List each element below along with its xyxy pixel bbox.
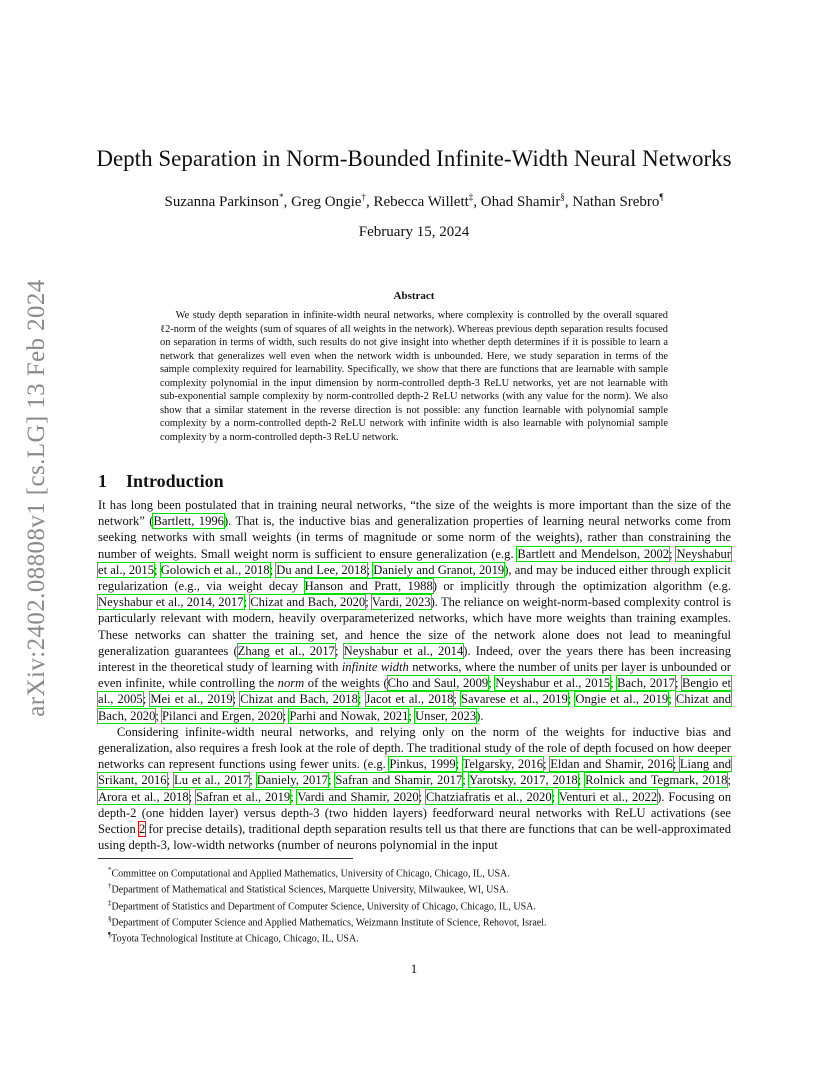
- footnote: [108, 864, 547, 880]
- section-reference-link[interactable]: 2: [138, 822, 146, 837]
- author-name: Greg Ongie: [291, 194, 362, 210]
- citation-link[interactable]: Rolnick and Tegmark, 2018: [585, 773, 728, 788]
- emphasis: infinite width: [341, 660, 409, 675]
- citation-link[interactable]: Vardi, 2023: [371, 595, 431, 610]
- citation-link[interactable]: Neyshabur et al., 2014, 2017: [98, 595, 244, 610]
- citation-link[interactable]: Chatziafratis et al., 2020: [426, 789, 552, 804]
- citation-link[interactable]: Telgarsky, 2016: [462, 757, 544, 772]
- citation-link[interactable]: Cho and Saul, 2009: [387, 676, 489, 691]
- citation-link[interactable]: Arora et al., 2018: [98, 789, 189, 804]
- citation-link[interactable]: Vardi and Shamir, 2020: [297, 789, 419, 804]
- citation-link[interactable]: Pilanci and Ergen, 2020: [162, 708, 283, 723]
- author-footnote-mark[interactable]: §: [560, 192, 565, 202]
- footnote-text: Department of Mathematical and Statistical Sciences, Marquette University, Milwaukee, WI, USA.: [111, 884, 509, 896]
- citation-link[interactable]: Eldan and Shamir, 2016: [550, 757, 673, 772]
- footnote: [108, 929, 547, 945]
- citation-link[interactable]: Bach, 2017: [617, 676, 675, 691]
- author-list: Suzanna Parkinson*, Greg Ongie†, Rebecca Willett‡, Ohad Shamir§, Nathan Srebro¶: [164, 192, 664, 210]
- footnote-text: Department of Computer Science and Applied Mathematics, Weizmann Institute of Science, Rehovot, Israel.: [111, 917, 547, 929]
- footnote-mark: ¶: [108, 931, 112, 940]
- author-name: Suzanna Parkinson: [164, 194, 280, 210]
- author-footnote-mark[interactable]: *: [279, 192, 284, 202]
- footnote-mark: ‡: [108, 898, 112, 907]
- citation-link[interactable]: Neyshabur et al., 2015: [98, 546, 731, 577]
- citation-link[interactable]: Bengio et al., 2005: [98, 676, 731, 707]
- emphasis: norm: [277, 676, 305, 691]
- footnote-divider: [98, 858, 353, 859]
- author-footnote-mark[interactable]: ‡: [468, 192, 474, 202]
- citation-link[interactable]: Savarese et al., 2019: [461, 692, 568, 707]
- paper-date: February 15, 2024: [358, 224, 470, 240]
- footnote: [108, 880, 547, 896]
- footnotes: [108, 864, 547, 946]
- citation-link[interactable]: Chizat and Bach, 2020: [98, 692, 732, 723]
- citation-link[interactable]: Neyshabur et al., 2015: [495, 676, 611, 691]
- author-name: Ohad Shamir: [480, 194, 561, 210]
- citation-link[interactable]: Chizat and Bach, 2020: [250, 595, 366, 610]
- citation-link[interactable]: Venturi et al., 2022: [558, 789, 658, 804]
- author-footnote-mark[interactable]: †: [361, 192, 366, 202]
- footnote-text: Committee on Computational and Applied Mathematics, University of Chicago, Chicago, IL, USA.: [111, 868, 510, 880]
- footnote-mark: †: [108, 882, 112, 891]
- citation-link[interactable]: Yarotsky, 2017, 2018: [469, 773, 578, 788]
- citation-link[interactable]: Daniely, 2017: [256, 773, 328, 788]
- citation-link[interactable]: Parhi and Nowak, 2021: [289, 708, 409, 723]
- body-text: [98, 497, 731, 853]
- author-footnote-mark[interactable]: ¶: [659, 192, 664, 202]
- citation-link[interactable]: Bartlett, 1996: [153, 514, 224, 529]
- citation-link[interactable]: Bartlett and Mendelson, 2002: [517, 546, 670, 561]
- paragraph: It has long been postulated that in training neural networks, “the size of the weights is more important than the size of the network” (Bartlett, 1996). That is, the inductive bias and generalization properties of learning neural networks come from seeking networks with small weights (in terms of magnitude or some norm of the weights), rather than constraining the number of weights. Small weight norm is sufficient to ensure generalization (e.g. Bartlett and Mendelson, 2002; Neyshabur et al., 2015; Golowich et al., 2018; Du and Lee, 2018; Daniely and Granot, 2019), and may be induced either through explicit regularization (e.g., via weight decay Hanson and Pratt, 1988) or implicitly through the optimization algorithm (e.g. Neyshabur et al., 2014, 2017; Chizat and Bach, 2020; Vardi, 2023). The reliance on weight-norm-based complexity control is particularly relevant with modern, heavily overparameterized networks, which have more weights than training examples. These networks can shatter the training set, and hence the size of the network alone does not lead to meaningful generalization guarantees (Zhang et al., 2017; Neyshabur et al., 2014). Indeed, over the years there has been increasing interest in the theoretical study of learning with infinite width networks, where the number of units per layer is unbounded or even infinite, while controlling the norm of the weights (Cho and Saul, 2009; Neyshabur et al., 2015; Bach, 2017; Bengio et al., 2005; Mei et al., 2019; Chizat and Bach, 2018; Jacot et al., 2018; Savarese et al., 2019; Ongie et al., 2019; Chizat and Bach, 2020; Pilanci and Ergen, 2020; Parhi and Nowak, 2021; Unser, 2023).: [98, 498, 732, 723]
- abstract-text: We study depth separation in infinite-width neural networks, where complexity is controlled by the overall squared ℓ2-norm of the weights (sum of squares of all weights in the network). Whereas previous depth separation results focused on separation in terms of width, such results do not give insight into whether depth determines if it is possible to learn a network that generalizes well even when the network width is unbounded. Here, we study separation in terms of the sample complexity required for learnability. Specifically, we show that there are functions that are learnable with sample complexity polynomial in the input dimension by norm-controlled depth-3 ReLU networks, yet are not learnable with sub-exponential sample complexity by norm-controlled depth-2 ReLU networks (with any value for the norm). We also show that a similar statement in the reverse direction is not possible: any function learnable with polynomial sample complexity by a norm-controlled depth-2 ReLU network with infinite width is also learnable with polynomial sample complexity by a norm-controlled depth-3 ReLU network.: [160, 310, 668, 443]
- citation-link[interactable]: Daniely and Granot, 2019: [373, 562, 505, 577]
- citation-link[interactable]: Chizat and Bach, 2018: [240, 692, 358, 707]
- footnote-mark: *: [108, 866, 112, 874]
- section-title: Introduction: [126, 471, 224, 491]
- footnote-text: Department of Statistics and Department of Computer Science, University of Chicago, Chicago, IL, USA.: [111, 900, 536, 912]
- citation-link[interactable]: Hanson and Pratt, 1988: [304, 579, 433, 594]
- section-number: 1: [98, 471, 107, 491]
- citation-link[interactable]: Safran et al., 2019: [196, 789, 291, 804]
- abstract-heading: Abstract: [393, 290, 435, 302]
- citation-link[interactable]: Liang and Srikant, 2016: [98, 757, 731, 788]
- footnote: [108, 897, 547, 913]
- citation-link[interactable]: Neyshabur et al., 2014: [343, 643, 464, 658]
- citation-link[interactable]: Mei et al., 2019: [150, 692, 233, 707]
- citation-link[interactable]: Zhang et al., 2017: [237, 643, 335, 658]
- citation-link[interactable]: Lu et al., 2017: [174, 773, 250, 788]
- citation-link[interactable]: Pinkus, 1999: [389, 757, 456, 772]
- footnote-mark: §: [108, 914, 112, 923]
- citation-link[interactable]: Golowich et al., 2018: [160, 562, 270, 577]
- paper-title: Depth Separation in Norm-Bounded Infinite-Width Neural Networks: [96, 146, 732, 171]
- arxiv-sidebar-stamp: [12, 279, 62, 717]
- page-number: 1: [410, 961, 418, 976]
- author-name: Nathan Srebro: [572, 194, 660, 210]
- citation-link[interactable]: Du and Lee, 2018: [276, 562, 367, 577]
- citation-link[interactable]: Safran and Shamir, 2017: [335, 773, 463, 788]
- paragraph: Considering infinite-width neural networks, and relying only on the norm of the weights for inductive bias and generalization, also requires a fresh look at the role of depth. The traditional study of the role of depth focused on how deeper networks can represent functions using fewer units. (e.g. Pinkus, 1999; Telgarsky, 2016; Eldan and Shamir, 2016; Liang and Srikant, 2016; Lu et al., 2017; Daniely, 2017; Safran and Shamir, 2017; Yarotsky, 2017, 2018; Rolnick and Tegmark, 2018; Arora et al., 2018; Safran et al., 2019; Vardi and Shamir, 2020; Chatziafratis et al., 2020; Venturi et al., 2022). Focusing on depth-2 (one hidden layer) versus depth-3 (two hidden layers) feedforward neural networks with ReLU activations (see Section 2 for precise details), traditional depth separation results tell us that there are functions that can be well-approximated using depth-3, low-width networks (number of neurons polynomial in the input: [98, 724, 732, 853]
- citation-link[interactable]: Jacot et al., 2018: [365, 692, 454, 707]
- footnote: [108, 913, 547, 929]
- footnote-text: Toyota Technological Institute at Chicago, Chicago, IL, USA.: [111, 933, 359, 945]
- citation-link[interactable]: Ongie et al., 2019: [575, 692, 669, 707]
- arxiv-identifier: arXiv:2402.08808v1 [cs.LG] 13 Feb 2024: [23, 279, 50, 717]
- section-heading: [98, 471, 224, 492]
- author-name: Rebecca Willett: [373, 194, 469, 210]
- citation-link[interactable]: Unser, 2023: [415, 708, 477, 723]
